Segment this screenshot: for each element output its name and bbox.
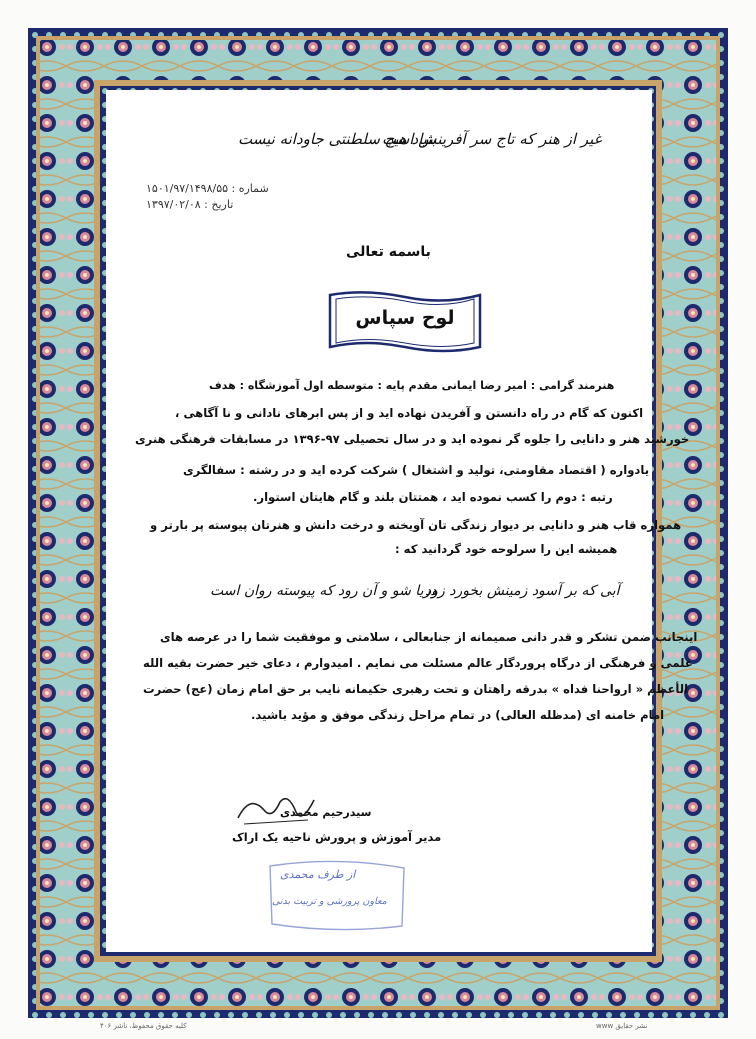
body-line: همواره قاب هنر و دانایی بر دیوار زندگی تان آویخته و درخت دانش و هنرتان پیوسته پر بارتر و [150,518,682,532]
letter-number: شماره : ۱۵۰۱/۹۷/۱۴۹۸/۵۵ [146,182,269,195]
body-line: یادواره ( اقتصاد مقاومتی، تولید و اشتغال ) شرکت کرده اید و در رشته : سفالگری [183,463,650,477]
body-line: رتبه : دوم را کسب نموده اید ، همتتان بلند و گام هایتان استوار. [253,490,613,504]
certificate-title: لوح سپاس [355,307,455,329]
official-stamp [262,858,412,933]
body-line: خورشید هنر و دانایی را جلوه گر نموده اید و در سال تحصیلی ۹۷-۱۳۹۶ در مسابقات فرهنگی هنری [135,432,690,446]
stamp-line-2: معاون پرورشی و تربیت بدنی [272,896,387,907]
body-line: اکنون که گام در راه دانستن و آفریدن نهاده اید و از پس ابرهای نادانی و نا آگاهی ، [175,406,644,420]
signer-title: مدیر آموزش و پرورش ناحیه یک اراک [232,830,442,844]
title-banner [326,289,484,355]
header-slogan-left: بنیاد هیچ سلطنتی جاودانه نیست [238,130,437,148]
closing-line: علمی و فرهنگی از درگاه پروردگار عالم مسئلت می نمایم . امیدوارم ، دعای خیر حضرت بقیه الله [143,656,693,670]
body-line: همیشه این را سرلوحه خود گردانید که : [395,542,618,556]
closing-line: اینجانب ضمن تشکر و قدر دانی صمیمانه از جنابعالی ، سلامتی و موفقیت شما را در عرصه های [160,630,698,644]
closing-line: امام خامنه ای (مدظله العالی) در تمام مراحل زندگی موفق و مؤید باشید. [251,708,665,722]
closing-line: الأعظم « ارواحنا فداه » بدرقه راهتان و تحت رهبری حکیمانه نایب بر حق امام زمان (عج) حضرت [143,682,689,696]
footer-right: نشر حقایق www [596,1022,648,1030]
poem-hemistich-left: دریا شو و آن رود که پیوسته روان است [210,583,437,599]
poem-hemistich-right: آبی که بر آسود زمینش بخورد زود [425,583,620,599]
invocation: باسمه تعالی [346,244,431,260]
stamp-line-1: از طرف محمدی [280,868,356,881]
header-slogan-right: غیر از هنر که تاج سر آفرینش است [382,130,602,148]
footer-left: کلیه حقوق محفوظ، ناشر ۴۰۶ [100,1022,187,1030]
signer-name: سیدرحیم محمدی [280,806,372,819]
letter-date: تاریخ : ۱۳۹۷/۰۲/۰۸ [146,198,234,211]
recipient-line: هنرمند گرامی : امیر رضا ایمانی مقدم پایه : متوسطه اول آموزشگاه : هدف [209,379,615,392]
